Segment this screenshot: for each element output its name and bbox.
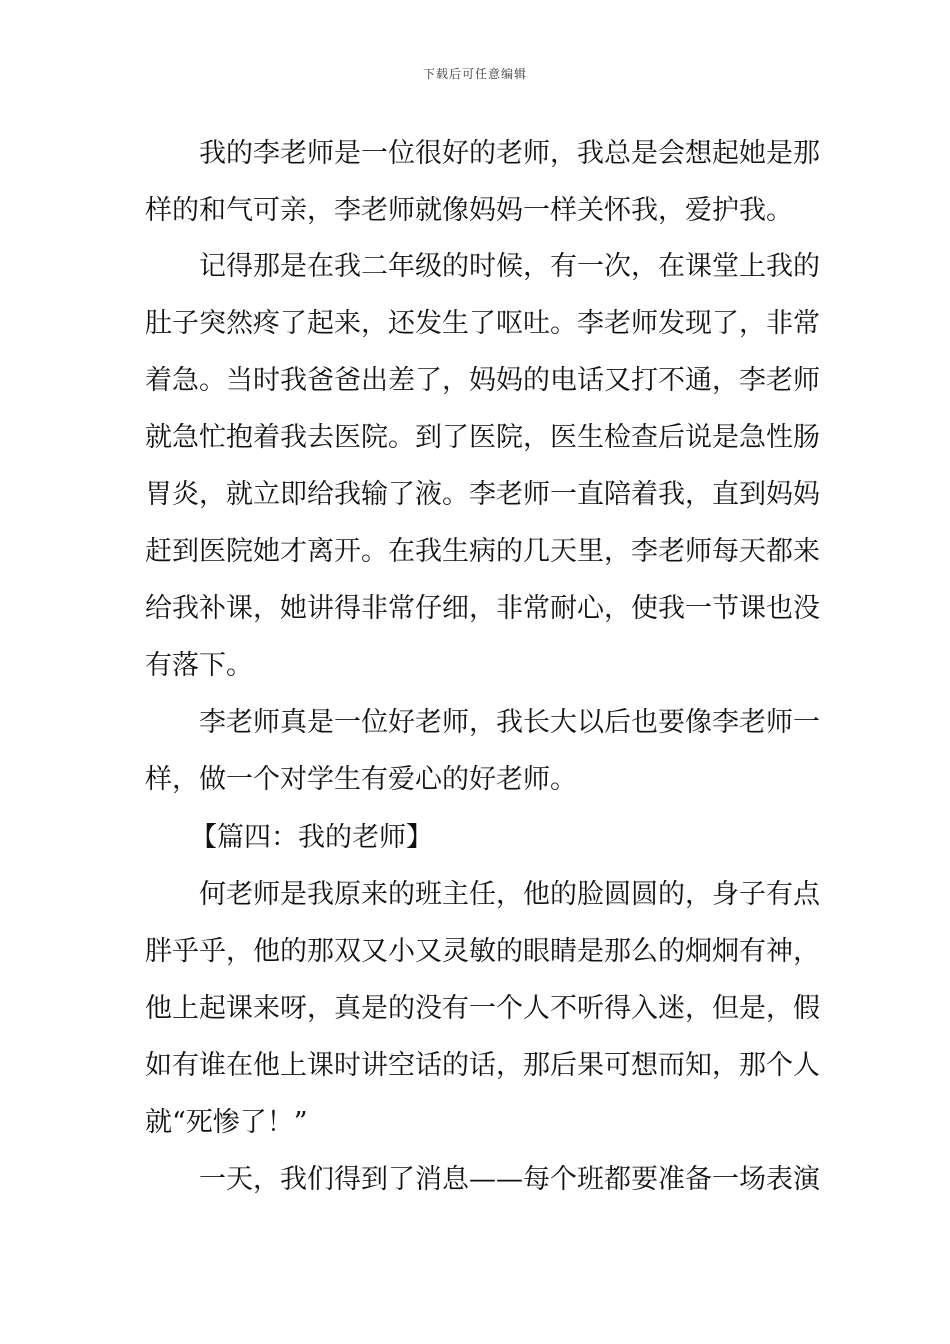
paragraph-line: 有落下。 (145, 650, 253, 681)
paragraph-line: 着急。当时我爸爸出差了，妈妈的电话又打不通，李老师 (145, 365, 820, 396)
section-heading: 【篇四：我的老师】 (190, 822, 433, 853)
page-header-note: 下载后可任意编辑 (422, 67, 527, 81)
paragraph-line: 一天，我们得到了消息——每个班都要准备一场表演 (199, 1164, 820, 1195)
paragraph-line: 样的和气可亲，李老师就像妈妈一样关怀我，爱护我。 (145, 195, 793, 226)
paragraph-line: 李老师真是一位好老师，我长大以后也要像李老师一 (199, 707, 820, 738)
paragraph-line: 他上起课来呀，真是的没有一个人不听得入迷，但是，假 (145, 993, 820, 1024)
paragraph-line: 赶到医院她才离开。在我生病的几天里，李老师每天都来 (145, 536, 820, 567)
paragraph-line: 我的李老师是一位很好的老师，我总是会想起她是那 (199, 138, 820, 169)
paragraph-line: 就急忙抱着我去医院。到了医院，医生检查后说是急性肠 (145, 422, 820, 453)
paragraph-line: 胖乎乎，他的那双又小又灵敏的眼睛是那么的炯炯有神， (145, 936, 820, 967)
paragraph-line: 记得那是在我二年级的时候，有一次，在课堂上我的 (199, 251, 820, 282)
paragraph-line: 肚子突然疼了起来，还发生了呕吐。李老师发现了，非常 (145, 308, 820, 339)
paragraph-line: 何老师是我原来的班主任，他的脸圆圆的，身子有点 (199, 879, 820, 910)
paragraph-line: 给我补课，她讲得非常仔细，非常耐心，使我一节课也没 (145, 593, 820, 624)
paragraph-line: 就“死惨了！” (145, 1107, 308, 1138)
paragraph-line: 胃炎，就立即给我输了液。李老师一直陪着我，直到妈妈 (145, 479, 820, 510)
paragraph-line: 如有谁在他上课时讲空话的话，那后果可想而知，那个人 (145, 1050, 820, 1081)
paragraph-line: 样，做一个对学生有爱心的好老师。 (145, 764, 577, 795)
